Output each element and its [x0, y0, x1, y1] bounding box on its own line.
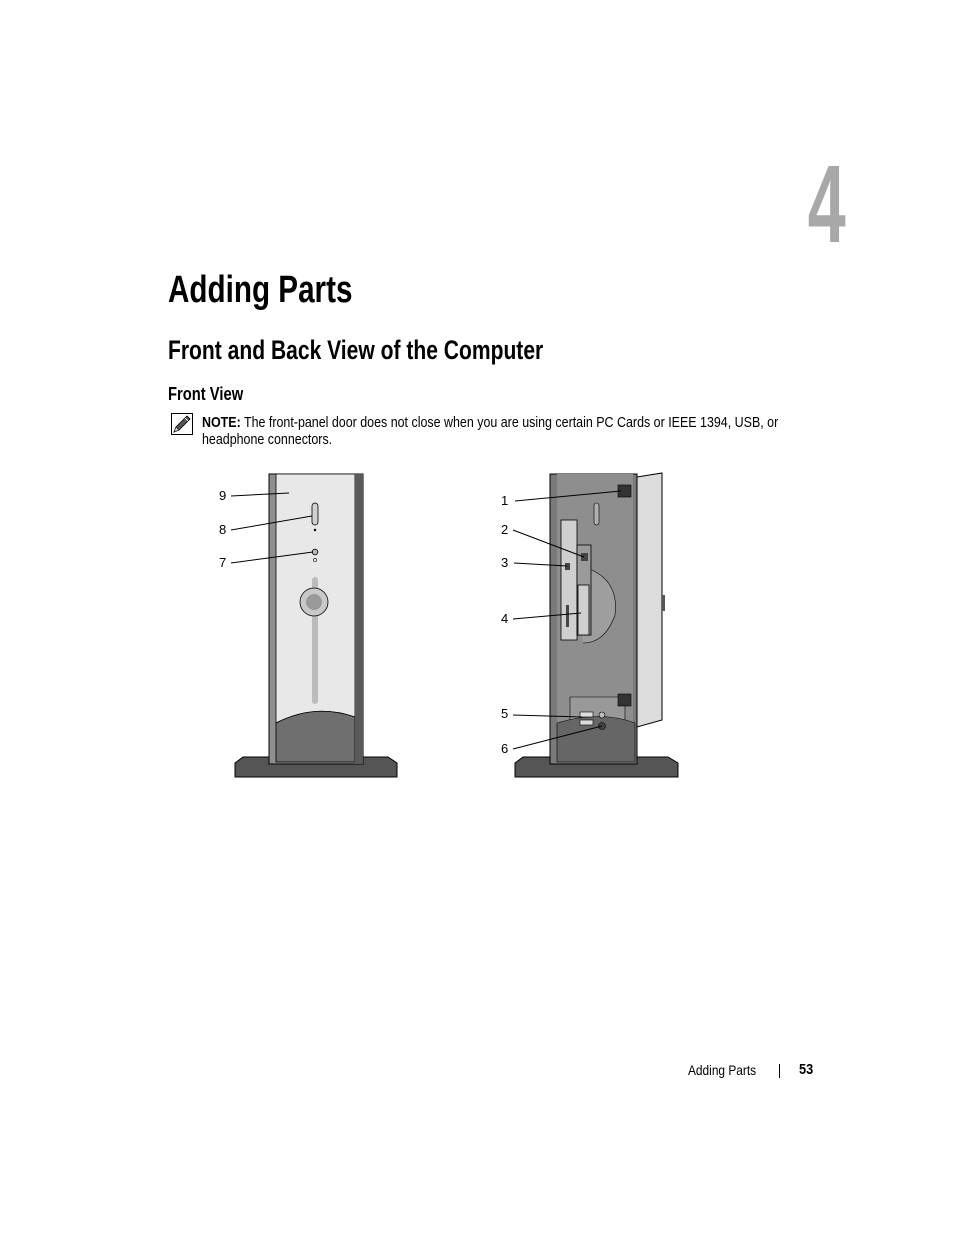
callout-5: 5	[501, 706, 509, 721]
computer-open-drawing	[515, 473, 678, 777]
section-title: Front and Back View of the Computer	[168, 335, 544, 365]
callout-8: 8	[219, 522, 227, 537]
page-number: 53	[799, 1061, 814, 1078]
chapter-title: Adding Parts	[168, 269, 353, 311]
note-label: NOTE:	[202, 414, 241, 431]
callout-4: 4	[501, 611, 509, 626]
callout-1: 1	[501, 493, 509, 508]
callout-6: 6	[501, 741, 509, 756]
callout-9: 9	[219, 488, 227, 503]
computer-closed-drawing	[235, 474, 397, 777]
callout-2: 2	[501, 522, 509, 537]
chapter-number: 4	[807, 143, 846, 266]
callout-7: 7	[219, 555, 227, 570]
note-pencil-icon	[171, 413, 193, 435]
note-text: The front-panel door does not close when you are using certain PC Cards or IEEE 1394, USB, or headphone connectors.	[202, 414, 779, 448]
subsection-title: Front View	[168, 384, 244, 404]
note-block	[202, 414, 800, 448]
footer-separator	[779, 1064, 780, 1078]
computer-front-view-illustration	[205, 465, 695, 785]
footer-title: Adding Parts	[688, 1062, 757, 1078]
callout-3: 3	[501, 555, 509, 570]
